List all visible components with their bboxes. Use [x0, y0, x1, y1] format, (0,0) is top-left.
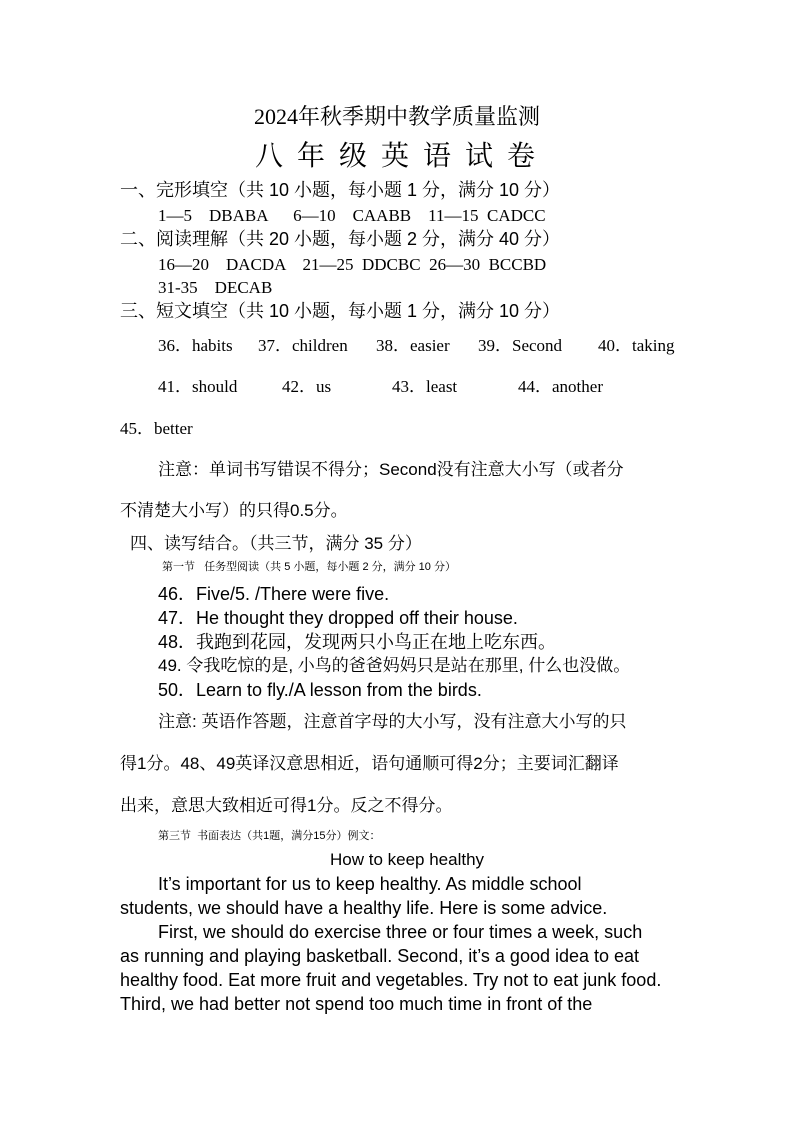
s3-answer-42: 42．us — [282, 377, 332, 396]
section-4-part3-heading: 第三节 书面表达（共1题，满分15分）例文： — [158, 830, 381, 842]
s4-answer-48: 48．我跑到花园，发现两只小鸟正在地上吃东西。 — [158, 632, 557, 652]
s3-answer-44: 44．another — [518, 377, 603, 396]
section-4-part1-heading: 第一节 任务型阅读（共 5 小题，每小题 2 分，满分 10 分） — [162, 561, 456, 573]
s4-answer-50: 50．Learn to fly./A lesson from the birds. — [158, 680, 482, 700]
section-3-heading: 三、短文填空（共 10 小题，每小题 1 分，满分 10 分） — [120, 301, 561, 321]
essay-line-5: healthy food. Eat more fruit and vegetables. Try not to eat junk food. — [120, 970, 662, 990]
s3-answer-36: 36．habits — [158, 336, 233, 355]
s3-answer-40: 40．taking — [598, 336, 675, 355]
s4-answer-46: 46．Five/5. /There were five. — [158, 584, 390, 604]
section-3-note-line1: 注意：单词书写错误不得分；Second没有注意大小写（或者分 — [158, 460, 624, 479]
essay-line-1: It’s important for us to keep healthy. As middle school — [158, 874, 582, 894]
section-1-answers: 1—5 DBABA 6—10 CAABB 11—15 CADCC — [158, 206, 546, 225]
s3-answer-39: 39．Second — [478, 336, 563, 355]
essay-line-4: as running and playing basketball. Second, it’s a good idea to eat — [120, 946, 640, 966]
s3-answer-37: 37．children — [258, 336, 348, 355]
essay-line-6: Third, we had better not spend too much time in front of the — [120, 994, 593, 1014]
section-2-answers-1: 16—20 DACDA 21—25 DDCBC 26—30 BCCBD — [158, 255, 547, 274]
page-title: 2024年秋季期中教学质量监测 — [253, 104, 540, 129]
section-2-answers-2: 31-35 DECAB — [158, 278, 273, 297]
essay-line-3: First, we should do exercise three or four times a week, such — [158, 922, 643, 942]
s3-answer-41: 41．should — [158, 377, 238, 396]
s4-answer-49: 49. 令我吃惊的是, 小鸟的爸爸妈妈只是站在那里, 什么也没做。 — [158, 656, 631, 675]
page-subtitle: 八年级英语试卷 — [254, 141, 549, 172]
section-4-heading: 四、读写结合。（共三节，满分 35 分） — [130, 534, 422, 553]
s3-answer-43: 43．least — [392, 377, 458, 396]
section-4-note-line3: 出来，意思大致相近可得1分。反之不得分。 — [120, 796, 453, 815]
section-4-note-line1: 注意: 英语作答题，注意首字母的大小写，没有注意大小写的只 — [158, 712, 627, 731]
s4-answer-47: 47．He thought they dropped off their house. — [158, 608, 518, 628]
s3-answer-45: 45．better — [120, 419, 193, 438]
essay-line-2: students, we should have a healthy life. Here is some advice. — [120, 898, 608, 918]
s3-answer-38: 38．easier — [376, 336, 450, 355]
section-1-heading: 一、完形填空（共 10 小题，每小题 1 分，满分 10 分） — [120, 180, 561, 200]
essay-title: How to keep healthy — [330, 850, 485, 869]
section-3-note-line2: 不清楚大小写）的只得0.5分。 — [120, 501, 348, 520]
section-2-heading: 二、阅读理解（共 20 小题，每小题 2 分，满分 40 分） — [120, 229, 561, 249]
section-4-note-line2: 得1分。48、49英译汉意思相近，语句通顺可得2分；主要词汇翻译 — [120, 754, 619, 773]
